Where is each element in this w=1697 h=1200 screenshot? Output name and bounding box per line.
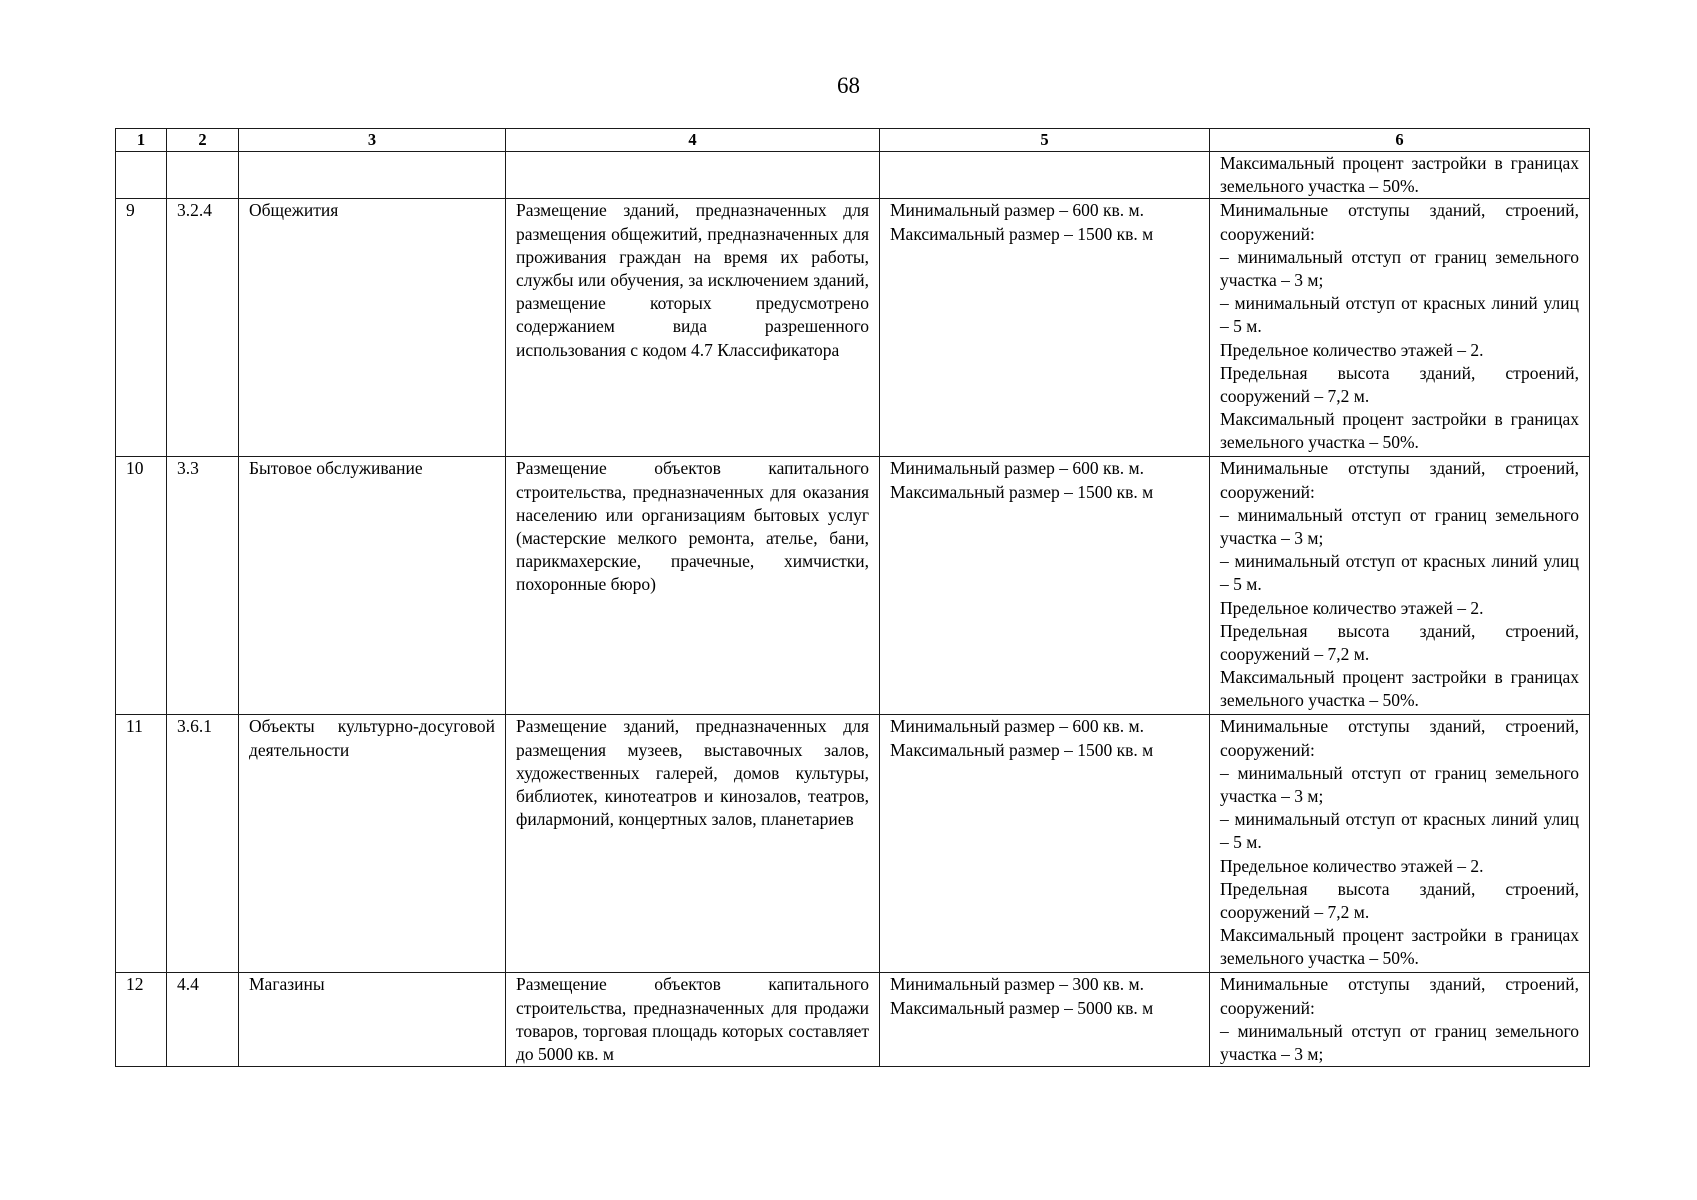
cell-name: Магазины bbox=[239, 973, 506, 1067]
cell-empty bbox=[506, 152, 880, 199]
param-line: Предельное количество этажей – 2. bbox=[1220, 855, 1484, 876]
cell-name: Объекты культурно-досуговой деятельности bbox=[239, 715, 506, 973]
cell-code: 4.4 bbox=[167, 973, 239, 1067]
cell-name: Общежития bbox=[239, 199, 506, 457]
table-row bbox=[116, 973, 1590, 1067]
param-line: Предельное количество этажей – 2. bbox=[1220, 597, 1484, 618]
param-line: Минимальные отступы зданий, строений, сооружений: bbox=[1220, 716, 1579, 760]
param-line: – минимальный отступ от красных линий улиц – 5 м. bbox=[1220, 809, 1579, 853]
cell-name: Бытовое обслуживание bbox=[239, 457, 506, 715]
size-line: Минимальный размер – 600 кв. м. bbox=[890, 716, 1144, 737]
table-row bbox=[116, 715, 1590, 973]
param-line: Предельная высота зданий, строений, сооружений – 7,2 м. bbox=[1220, 620, 1579, 665]
cell-params bbox=[1210, 152, 1590, 199]
param-line: Максимальный процент застройки в границах земельного участка – 50%. bbox=[1220, 153, 1579, 197]
cell-empty bbox=[116, 152, 167, 199]
cell-params bbox=[1210, 973, 1590, 1067]
cell-description: Размещение зданий, предназначенных для размещения общежитий, предназначенных для проживания граждан на время их работы, службы или обучения, за исключением зданий, размещение которых предусмотрено содержанием вида разрешенного использования с кодом 4.7 Классификатора bbox=[506, 199, 880, 457]
continuation-row bbox=[116, 152, 1590, 199]
param-line: Минимальные отступы зданий, строений, сооружений: bbox=[1220, 200, 1579, 244]
cell-description: Размещение объектов капитального строительства, предназначенных для оказания населению или организациям бытовых услуг (мастерские мелкого ремонта, ателье, бани, парикмахерские, прачечные, химчистки, похоронные бюро) bbox=[506, 457, 880, 715]
cell-size bbox=[880, 457, 1210, 715]
size-line: Минимальный размер – 600 кв. м. bbox=[890, 458, 1144, 479]
cell-size bbox=[880, 973, 1210, 1067]
cell-code: 3.3 bbox=[167, 457, 239, 715]
param-line: Минимальные отступы зданий, строений, сооружений: bbox=[1220, 458, 1579, 502]
param-line: – минимальный отступ от границ земельного участка – 3 м; bbox=[1220, 246, 1579, 291]
size-line: Минимальный размер – 600 кв. м. bbox=[890, 200, 1144, 221]
param-line: Максимальный процент застройки в границах земельного участка – 50%. bbox=[1220, 409, 1579, 453]
page-number: 68 bbox=[837, 73, 860, 98]
param-line: – минимальный отступ от красных линий улиц – 5 м. bbox=[1220, 551, 1579, 595]
cell-empty bbox=[239, 152, 506, 199]
param-line: – минимальный отступ от границ земельного участка – 3 м; bbox=[1220, 762, 1579, 807]
param-line: Предельное количество этажей – 2. bbox=[1220, 339, 1484, 360]
cell-params bbox=[1210, 199, 1590, 457]
param-line: – минимальный отступ от границ земельного участка – 3 м; bbox=[1220, 1020, 1579, 1065]
param-line: Предельная высота зданий, строений, сооружений – 7,2 м. bbox=[1220, 878, 1579, 923]
cell-empty bbox=[167, 152, 239, 199]
cell-description: Размещение объектов капитального строительства, предназначенных для продажи товаров, торговая площадь которых составляет до 5000 кв. м bbox=[506, 973, 880, 1067]
size-line: Максимальный размер – 5000 кв. м bbox=[890, 997, 1154, 1018]
table-row bbox=[116, 199, 1590, 457]
cell-size bbox=[880, 715, 1210, 973]
param-line: – минимальный отступ от красных линий улиц – 5 м. bbox=[1220, 293, 1579, 337]
cell-description: Размещение зданий, предназначенных для размещения музеев, выставочных залов, художественных галерей, домов культуры, библиотек, кинотеатров и кинозалов, театров, филармоний, концертных залов, планетариев bbox=[506, 715, 880, 973]
cell-size bbox=[880, 199, 1210, 457]
cell-params bbox=[1210, 715, 1590, 973]
header-col-1: 1 bbox=[116, 129, 167, 152]
cell-empty bbox=[880, 152, 1210, 199]
size-line: Максимальный размер – 1500 кв. м bbox=[890, 223, 1154, 244]
header-col-5: 5 bbox=[880, 129, 1210, 152]
param-line: – минимальный отступ от границ земельного участка – 3 м; bbox=[1220, 504, 1579, 549]
header-row bbox=[116, 129, 1590, 152]
size-line: Минимальный размер – 300 кв. м. bbox=[890, 974, 1144, 995]
cell-code: 3.2.4 bbox=[167, 199, 239, 457]
param-line: Максимальный процент застройки в границах земельного участка – 50%. bbox=[1220, 925, 1579, 969]
cell-number: 10 bbox=[116, 457, 167, 715]
cell-number: 9 bbox=[116, 199, 167, 457]
cell-code: 3.6.1 bbox=[167, 715, 239, 973]
header-col-4: 4 bbox=[506, 129, 880, 152]
size-line: Максимальный размер – 1500 кв. м bbox=[890, 739, 1154, 760]
cell-params bbox=[1210, 457, 1590, 715]
param-line: Предельная высота зданий, строений, сооружений – 7,2 м. bbox=[1220, 362, 1579, 407]
land-use-table bbox=[115, 128, 1590, 1067]
header-col-6: 6 bbox=[1210, 129, 1590, 152]
header-col-3: 3 bbox=[239, 129, 506, 152]
cell-number: 12 bbox=[116, 973, 167, 1067]
param-line: Максимальный процент застройки в границах земельного участка – 50%. bbox=[1220, 667, 1579, 711]
header-col-2: 2 bbox=[167, 129, 239, 152]
cell-number: 11 bbox=[116, 715, 167, 973]
table-row bbox=[116, 457, 1590, 715]
size-line: Максимальный размер – 1500 кв. м bbox=[890, 481, 1154, 502]
param-line: Минимальные отступы зданий, строений, сооружений: bbox=[1220, 974, 1579, 1018]
